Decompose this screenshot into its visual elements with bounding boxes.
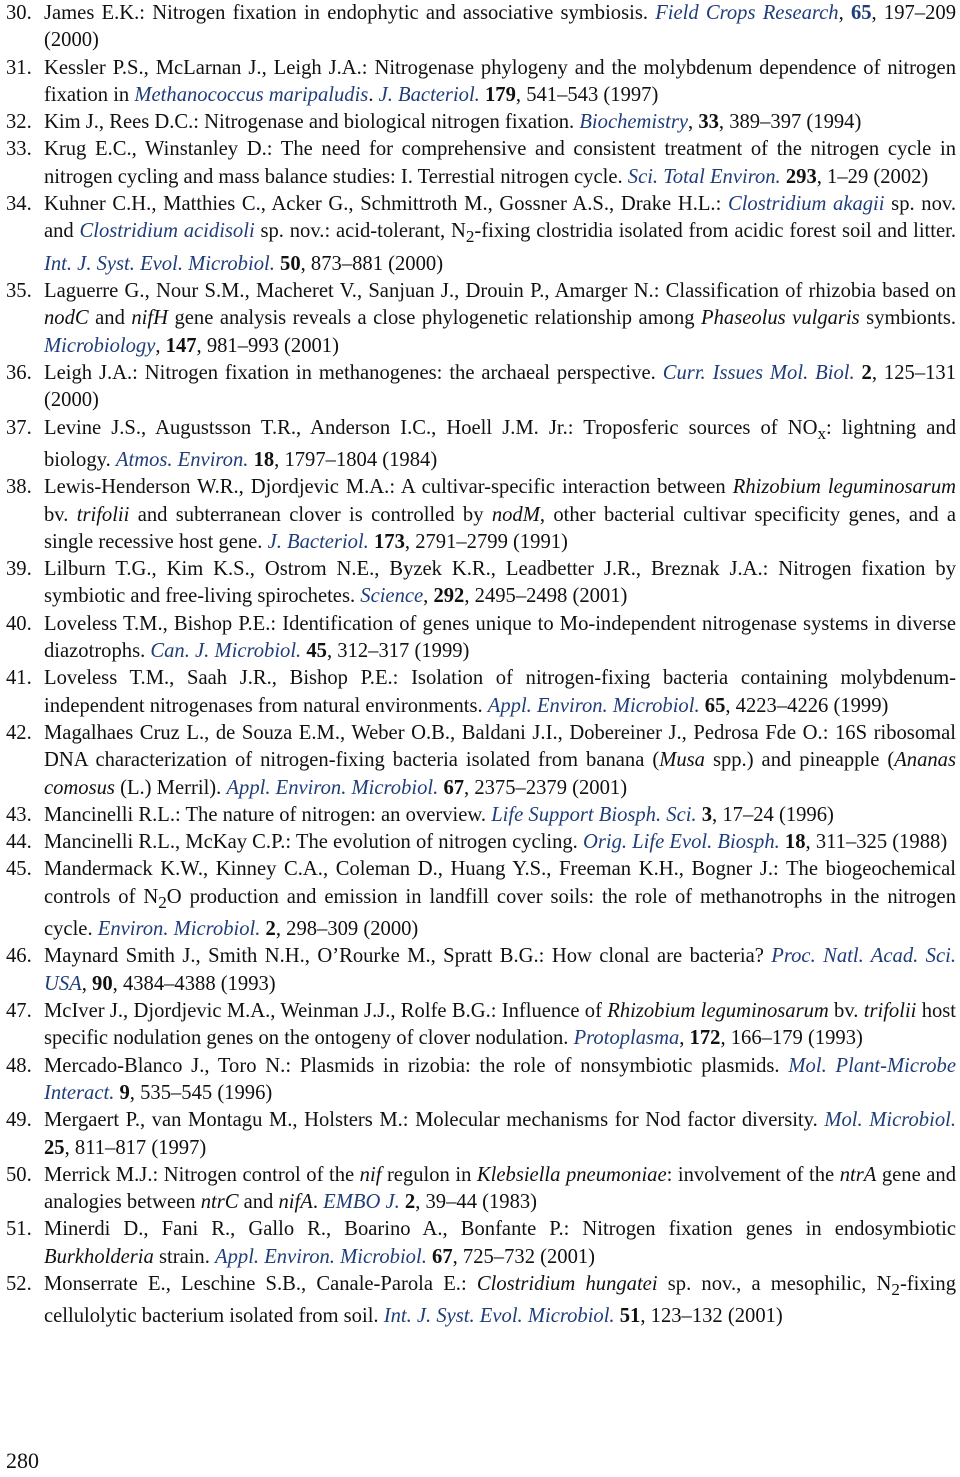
reference-number: 35. [6, 280, 32, 303]
reference-text: Magalhaes Cruz L., de Souza E.M., Weber O.B., Baldani J.I., Dobereiner J., Pedrosa Fde O.: 16S ribosomal DNA characterization of nitrogen-fixing bacteria isolated from banana (Musa spp.) and pineapple (Ananas comosus (L.) Merril). Appl. Environ. Microbiol. 67, 2375–2379 (2001) [44, 721, 956, 799]
reference-text: Monserrate E., Leschine S.B., Canale-Parola E.: Clostridium hungatei sp. nov., a mesophilic, $N_2$-fixing cellulolytic bacterium isolated from soil. Int. J. Syst. Evol. Microbiol. 51, 123–132 (2001) [44, 1272, 956, 1328]
reference-item [6, 191, 956, 278]
reference-item [6, 1053, 956, 1108]
reference-text: Levine J.S., Augustsson T.R., Anderson I.C., Hoell J.M. Jr.: Troposferic sources of $NO_x$: lightning and biology. Atmos. Environ. 18, 1797–1804 (1984) [44, 416, 956, 471]
reference-number: 37. [6, 416, 32, 439]
reference-number: 34. [6, 193, 32, 216]
reference-item [6, 109, 956, 136]
reference-item [6, 998, 956, 1053]
reference-number: 45. [6, 858, 32, 881]
reference-item [6, 720, 956, 802]
reference-text: Mergaert P., van Montagu M., Holsters M.: Molecular mechanisms for Nod factor diversity. Mol. Microbiol. 25, 811–817 (1997) [44, 1109, 956, 1159]
reference-text: Mancinelli R.L., McKay C.P.: The evolution of nitrogen cycling. Orig. Life Evol. Biosph. 18, 311–325 (1988) [44, 831, 948, 854]
reference-item [6, 556, 956, 611]
reference-text: Laguerre G., Nour S.M., Macheret V., Sanjuan J., Drouin P., Amarger N.: Classification of rhizobia based on nodC and nifH gene analysis reveals a close phylogenetic relationship among Phaseolus vulgaris symbionts. Microbiology, 147, 981–993 (2001) [44, 280, 957, 357]
reference-text: Krug E.C., Winstanley D.: The need for comprehensive and consistent treatment of the nitrogen cycle in nitrogen cycling and mass balance studies: I. Terrestial nitrogen cycle. Sci. Total Environ. 293, 1–29 (2002) [44, 138, 956, 188]
reference-item [6, 1107, 956, 1162]
reference-number: 30. [6, 2, 32, 24]
reference-text: James E.K.: Nitrogen fixation in endophytic and associative symbiosis. Field Crops Research, 65, 197–209 (2000) [44, 2, 956, 52]
reference-item [6, 474, 956, 556]
reference-number: 49. [6, 1109, 32, 1132]
reference-number: 39. [6, 558, 32, 581]
reference-number: 52. [6, 1272, 32, 1295]
reference-number: 51. [6, 1218, 32, 1241]
reference-number: 50. [6, 1163, 32, 1186]
reference-text: Loveless T.M., Saah J.R., Bishop P.E.: Isolation of nitrogen-fixing bacteria containing molybdenum-independent nitrogenases from natural environments. Appl. Environ. Microbiol. 65, 4223–4226 (1999) [44, 667, 956, 717]
reference-number: 43. [6, 803, 32, 826]
reference-item [6, 278, 956, 360]
reference-text: Kuhner C.H., Matthies C., Acker G., Schmittroth M., Gossner A.S., Drake H.L.: Clostridium akagii sp. nov. and Clostridium acidisoli sp. nov.: acid-tolerant, $N_2$-fixing clostridia isolated from acidic forest soil and litter. Int. J. Syst. Evol. Microbiol. 50, 873–881 (2000) [44, 193, 956, 275]
reference-item [6, 136, 956, 191]
reference-text: Kessler P.S., McLarnan J., Leigh J.A.: Nitrogenase phylogeny and the molybdenum dependence of nitrogen fixation in Methanococcus maripaludis. J. Bacteriol. 179, 541–543 (1997) [44, 56, 956, 106]
reference-text: Minerdi D., Fani R., Gallo R., Boarino A., Bonfante P.: Nitrogen fixation genes in endosymbiotic Burkholderia strain. Appl. Environ. Microbiol. 67, 725–732 (2001) [44, 1218, 956, 1268]
reference-number: 36. [6, 361, 32, 384]
reference-text: McIver J., Djordjevic M.A., Weinman J.J., Rolfe B.G.: Influence of Rhizobium leguminosarum bv. trifolii host specific nodulation genes on the ontogeny of clover nodulation. Protoplasma, 172, 166–179 (1993) [44, 1000, 957, 1050]
reference-text: Lilburn T.G., Kim K.S., Ostrom N.E., Byzek K.R., Leadbetter J.R., Breznak J.A.: Nitrogen fixation by symbiotic and free-living spirochetes. Science, 292, 2495–2498 (2001) [44, 558, 956, 608]
reference-item [6, 0, 956, 55]
reference-number: 38. [6, 476, 32, 499]
reference-text: Mandermack K.W., Kinney C.A., Coleman D., Huang Y.S., Freeman K.H., Bogner J.: The biogeochemical controls of $N_2O$ production and emission in landfill cover soils: the role of methanotrophs in the nitrogen cycle. Environ. Microbiol. 2, 298–309 (2000) [44, 858, 956, 941]
reference-text: Maynard Smith J., Smith N.H., O’Rourke M., Spratt B.G.: How clonal are bacteria? Proc. Natl. Acad. Sci. USA, 90, 4384–4388 (1993) [44, 945, 956, 995]
reference-number: 40. [6, 612, 32, 635]
reference-item [6, 611, 956, 666]
reference-item [6, 856, 956, 943]
reference-list [6, 0, 956, 1331]
reference-item [6, 1162, 956, 1217]
reference-item [6, 1271, 956, 1331]
reference-number: 48. [6, 1054, 32, 1077]
reference-item [6, 1216, 956, 1271]
reference-item [6, 415, 956, 475]
reference-text: Merrick M.J.: Nitrogen control of the nif regulon in Klebsiella pneumoniae: involvement of the ntrA gene and analogies between ntrC and nifA. EMBO J. 2, 39–44 (1983) [44, 1163, 957, 1214]
page-number: 280 [6, 1448, 39, 1473]
reference-item [6, 943, 956, 998]
reference-item [6, 360, 956, 415]
reference-number: 42. [6, 721, 32, 744]
reference-text: Kim J., Rees D.C.: Nitrogenase and biological nitrogen fixation. Biochemistry, 33, 389–397 (1994) [44, 111, 862, 134]
reference-number: 41. [6, 667, 32, 690]
reference-text: Mercado-Blanco J., Toro N.: Plasmids in rizobia: the role of nonsymbiotic plasmids. Mol. Plant-Microbe Interact. 9, 535–545 (1996) [44, 1054, 956, 1104]
reference-item [6, 665, 956, 720]
reference-text: Leigh J.A.: Nitrogen fixation in methanogenes: the archaeal perspective. Curr. Issues Mol. Biol. 2, 125–131 (2000) [44, 361, 956, 412]
reference-number: 31. [6, 56, 32, 79]
reference-text: Mancinelli R.L.: The nature of nitrogen: an overview. Life Support Biosph. Sci. 3, 17–24 (1996) [44, 803, 834, 826]
reference-text: Lewis-Henderson W.R., Djordjevic M.A.: A cultivar-specific interaction between Rhizobium leguminosarum bv. trifolii and subterranean clover is controlled by nodM, other bacterial cultivar specificity genes, and a single recessive host gene. J. Bacteriol. 173, 2791–2799 (1991) [44, 476, 957, 553]
reference-number: 44. [6, 831, 32, 854]
reference-item [6, 55, 956, 110]
reference-item [6, 802, 956, 829]
reference-number: 46. [6, 945, 32, 968]
reference-number: 33. [6, 138, 32, 161]
reference-number: 32. [6, 111, 32, 134]
reference-item [6, 829, 956, 856]
reference-number: 47. [6, 1000, 32, 1023]
reference-text: Loveless T.M., Bishop P.E.: Identification of genes unique to Mo-independent nitrogenase systems in diverse diazotrophs. Can. J. Microbiol. 45, 312–317 (1999) [44, 612, 956, 663]
